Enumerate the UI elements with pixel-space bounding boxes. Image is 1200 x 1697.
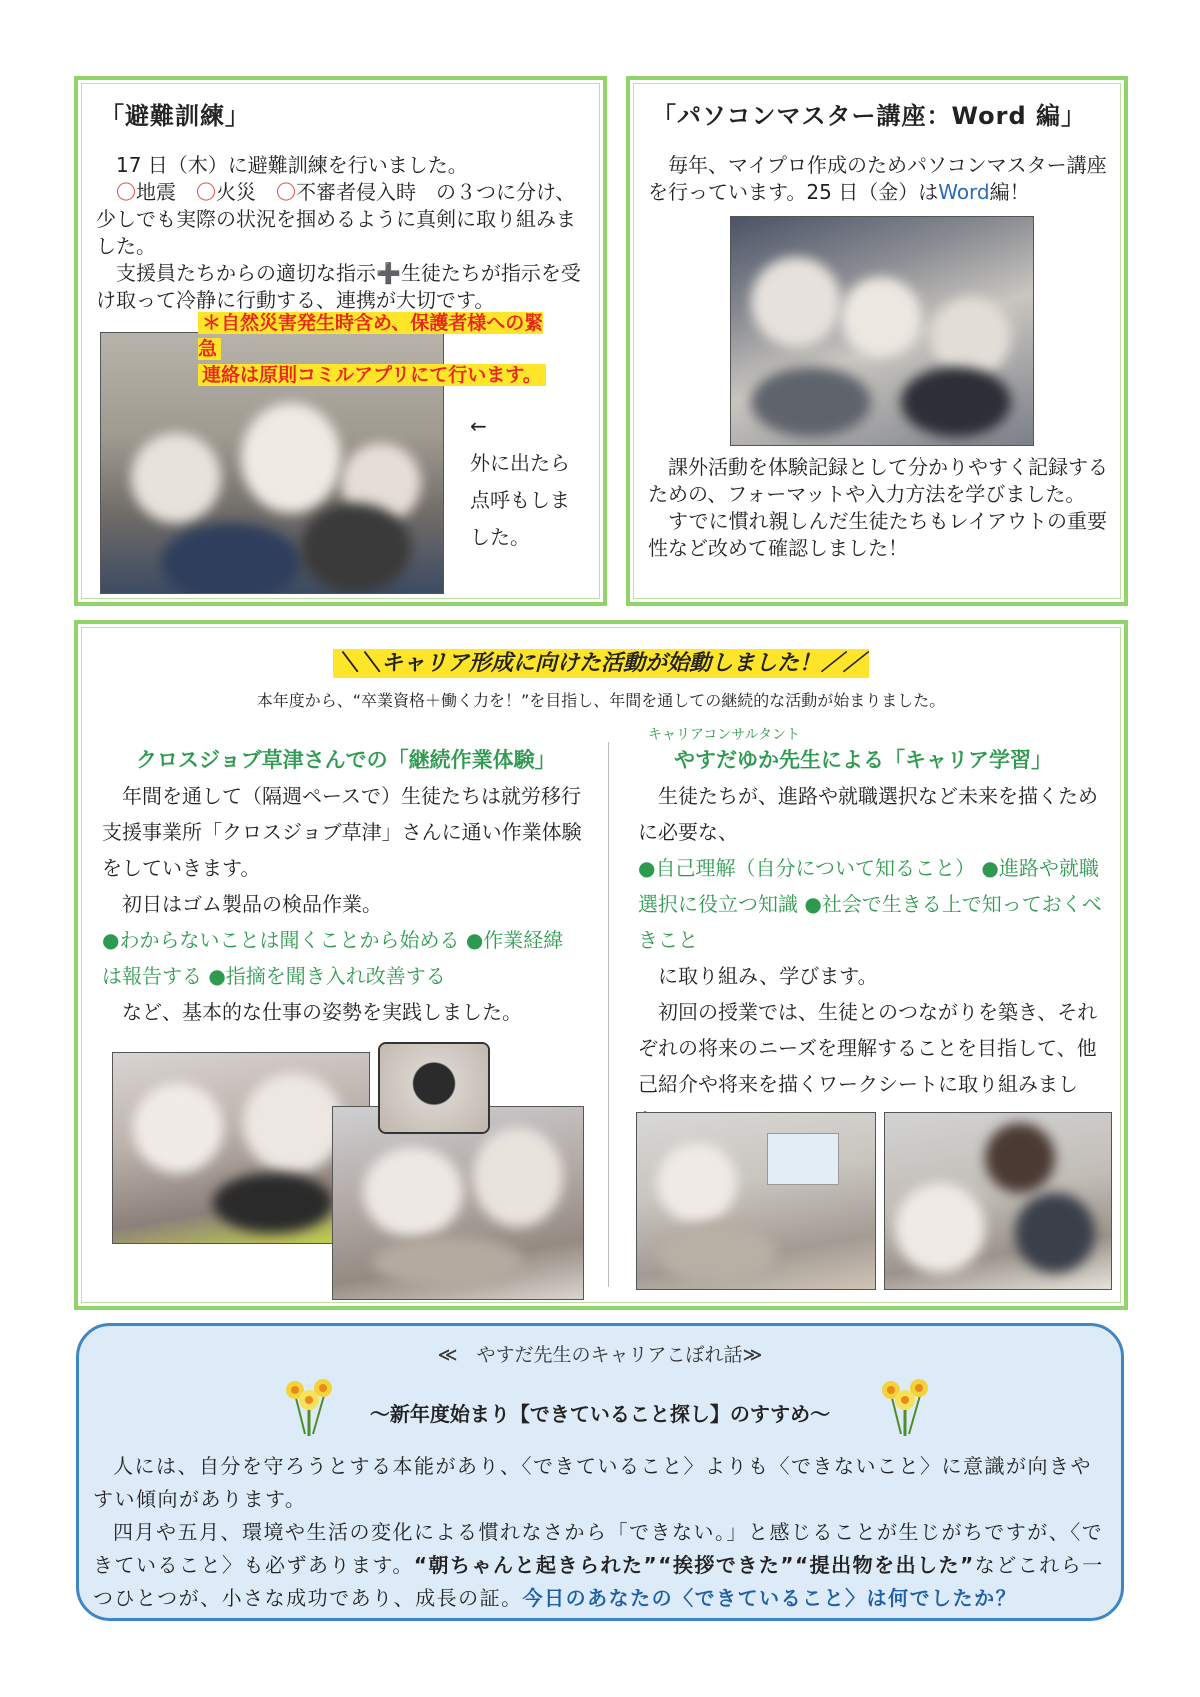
career-right-p3: 初回の授業では、生徒とのつながりを築き、それぞれの将来のニーズを理解することを目指して、他己紹介や将来を描くワークシートに取り組みまし (638, 1000, 1098, 1096)
career-right-title: やすだゆか先生による「キャリア学習」 (674, 748, 1052, 772)
item-intruder: 不審者侵入時 (296, 180, 416, 204)
career-intro: 本年度から、“卒業資格＋働く力を！”を目指し、年間を通しての継続的な活動が始まりました。 (256, 691, 946, 710)
career-left-p3: など、基本的な仕事の姿勢を実践しました。 (122, 1000, 522, 1024)
career-right-body (638, 778, 1108, 1138)
career-divider (608, 742, 609, 1287)
point-self: ●自己理解（自分について知ること） (638, 856, 976, 880)
drill-caption-1: 外に出たら (470, 451, 570, 475)
pc-body (648, 454, 1108, 562)
mark-1: 〇 (116, 180, 136, 204)
point-improve: ●指摘を聞き入れ改善する (208, 964, 446, 988)
arrow-left-icon: ← (470, 414, 487, 438)
career-left-title: クロスジョブ草津さんでの「継続作業体験」 (136, 748, 556, 772)
column-p2-bold: “朝ちゃんと起きられた”“挨拶できた”“提出物を出した” (413, 1553, 975, 1577)
item-fire: 火災 (216, 180, 256, 204)
column-p2 (93, 1516, 1105, 1615)
career-section (74, 620, 1128, 1310)
drill-body (96, 152, 584, 314)
drill-note-line1: ＊自然災害発生時含め、保護者様への緊急 (198, 312, 544, 360)
pc-title: 「パソコンマスター講座：Word 編」 (652, 102, 1086, 130)
pc-p3: すでに慣れ親しんだ生徒たちもレイアウトの重要性など改めて確認しました！ (648, 509, 1107, 560)
pc-p1-word: Word (938, 180, 990, 204)
drill-p1: 17 日（木）に避難訓練を行いました。 (116, 153, 468, 177)
career-column (76, 1323, 1124, 1621)
career-left-body (102, 778, 582, 1030)
career-right-p2: に取り組み、学びます。 (658, 964, 878, 988)
career-right-ruby: キャリアコンサルタント (648, 727, 801, 743)
column-p2-question: 今日のあなたの〈できていること〉は何でしたか？ (522, 1586, 1018, 1610)
pc-p1a: 毎年、マイプロ作成のためパソコンマスター講座を行っています。25 日（金）は (648, 153, 1107, 204)
pc-p2: 課外活動を体験記録として分かりやすく記録するための、フォーマットや入力方法を学びました。 (648, 455, 1108, 506)
career-left-photo-2 (332, 1106, 584, 1300)
drill-section (74, 76, 607, 606)
career-left-p1: 年間を通して（隔週ペースで）生徒たちは就労移行支援事業所「クロスジョブ草津」さんに通い作業体験をしていきます。 (102, 784, 582, 880)
career-left-points (102, 922, 582, 994)
drill-p2-suffix: の３つに分け、少しでも実際の状況を掴めるように真剣に取り組みました。 (96, 180, 576, 258)
pc-p1b: 編！ (989, 180, 1030, 204)
career-right-points (638, 850, 1108, 958)
point-society: ●社会で生きる上で知っておくべきこと (638, 892, 1102, 952)
point-knowledge: ●進路や就職選択に役立つ知識 (638, 856, 1099, 916)
career-right-photo-1 (636, 1112, 876, 1290)
drill-caption (470, 408, 590, 556)
column-p1: 人には、自分を守ろうとする本能があり、〈できていること〉よりも〈できないこと〉に意識が向きやすい傾向があります。 (93, 1454, 1092, 1511)
mark-3: 〇 (276, 180, 296, 204)
career-right-p1: 生徒たちが、進路や就職選択など未来を描くために必要な、 (638, 784, 1098, 844)
career-banner-wrap (78, 646, 1124, 677)
column-p2b: などこれら一つひとつが、小さな成功であり、成長の証。 (93, 1553, 1104, 1610)
career-banner: ＼＼キャリア形成に向けた活動が始動しました！／／ (333, 649, 869, 678)
drill-note (198, 310, 558, 388)
pc-section (626, 76, 1128, 606)
drill-p2 (96, 179, 584, 260)
pc-photo (730, 216, 1034, 446)
drill-caption-3: した。 (470, 525, 530, 549)
column-p2a: 四月や五月、環境や生活の変化による慣れなさから「できない。」と感じることが生じがちですが、〈できていること〉も必ずあります。 (93, 1520, 1104, 1577)
point-ask: ●わからないことは聞くことから始める (102, 928, 460, 952)
career-right-photo-2 (884, 1112, 1112, 1290)
drill-p3: 支援員たちからの適切な指示➕生徒たちが指示を受け取って冷静に行動する、連携が大切です。 (96, 261, 581, 312)
column-header: ≪ やすだ先生のキャリアこぼれ話≫ (437, 1344, 763, 1366)
point-report: ●作業経緯は報告する (102, 928, 564, 988)
column-body (93, 1450, 1105, 1615)
drill-caption-2: 点呼もしま (470, 488, 570, 512)
career-left-photo-inset (378, 1042, 490, 1134)
drill-title: 「避難訓練」 (100, 102, 250, 130)
pc-p1 (648, 152, 1108, 206)
item-earthquake: 地震 (136, 180, 176, 204)
career-left-p2: 初日はゴム製品の検品作業。 (122, 892, 382, 916)
column-subtitle: ～新年度始まり【できていること探し】のすすめ～ (369, 1402, 831, 1426)
mark-2: 〇 (196, 180, 216, 204)
drill-note-line2: 連絡は原則コミルアプリにて行います。 (198, 364, 546, 386)
